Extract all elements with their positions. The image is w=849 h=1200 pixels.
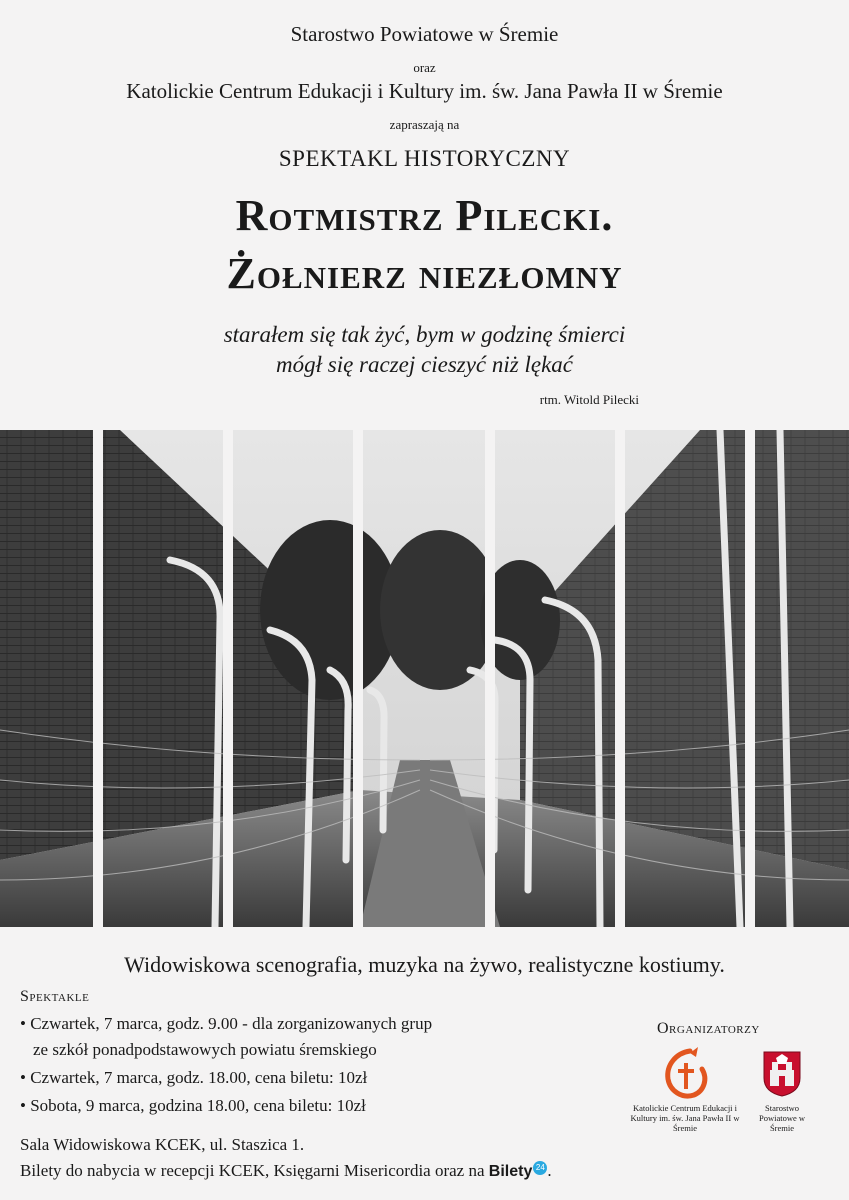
performance-item: • Sobota, 9 marca, godzina 18.00, cena biletu: 10zł — [20, 1096, 366, 1115]
srem-crest-icon — [762, 1050, 802, 1098]
genre-label: SPEKTAKL HISTORYCZNY — [278, 146, 571, 171]
ticket-info — [20, 1161, 552, 1181]
invite-text: zapraszają na — [389, 117, 460, 132]
show-description: Widowiskowa scenografia, muzyka na żywo, realistyczne kostiumy. — [124, 952, 725, 977]
quote-line-2: mógł się raczej cieszyć niż lękać — [276, 352, 573, 377]
conjunction: oraz — [413, 60, 436, 75]
kcek-logo-text: Katolickie Centrum Edukacji i Kultury im. św. Jana Pawła II w Śremie — [630, 1103, 740, 1133]
performance-item-continued: ze szkół ponadpodstawowych powiatu śremskiego — [33, 1040, 377, 1059]
performance-item: • Czwartek, 7 marca, godz. 18.00, cena biletu: 10zł — [20, 1068, 368, 1087]
organizer-1: Starostwo Powiatowe w Śremie — [290, 22, 559, 46]
organizers-heading: Organizatorzy — [657, 1020, 760, 1037]
bilety24-badge: 24 — [533, 1161, 547, 1175]
venue-info: Sala Widowiskowa KCEK, ul. Staszica 1. — [20, 1135, 305, 1154]
ticket-end: . — [547, 1161, 552, 1180]
performance-item: • Czwartek, 7 marca, godz. 9.00 - dla zorganizowanych grup — [20, 1014, 433, 1033]
kcek-logo-icon — [656, 1045, 714, 1103]
ticket-text: Bilety do nabycia w recepcji KCEK, Księgarni Misericordia oraz na — [20, 1161, 489, 1180]
title-line-1: Rotmistrz Pilecki. — [235, 191, 614, 240]
camp-fence-photo — [0, 430, 849, 927]
organizer-2: Katolickie Centrum Edukacji i Kultury im. św. Jana Pawła II w Śremie — [126, 79, 723, 103]
quote-author: rtm. Witold Pilecki — [539, 392, 639, 407]
bilety24-logo: Bilety — [488, 1163, 533, 1180]
quote-line-1: starałem się tak żyć, bym w godzinę śmierci — [223, 322, 626, 347]
starostwo-logo-text: Starostwo Powiatowe w Śremie — [758, 1103, 806, 1133]
performances-heading: Spektakle — [20, 988, 90, 1005]
title-line-2: Żołnierz niezłomny — [226, 249, 623, 298]
